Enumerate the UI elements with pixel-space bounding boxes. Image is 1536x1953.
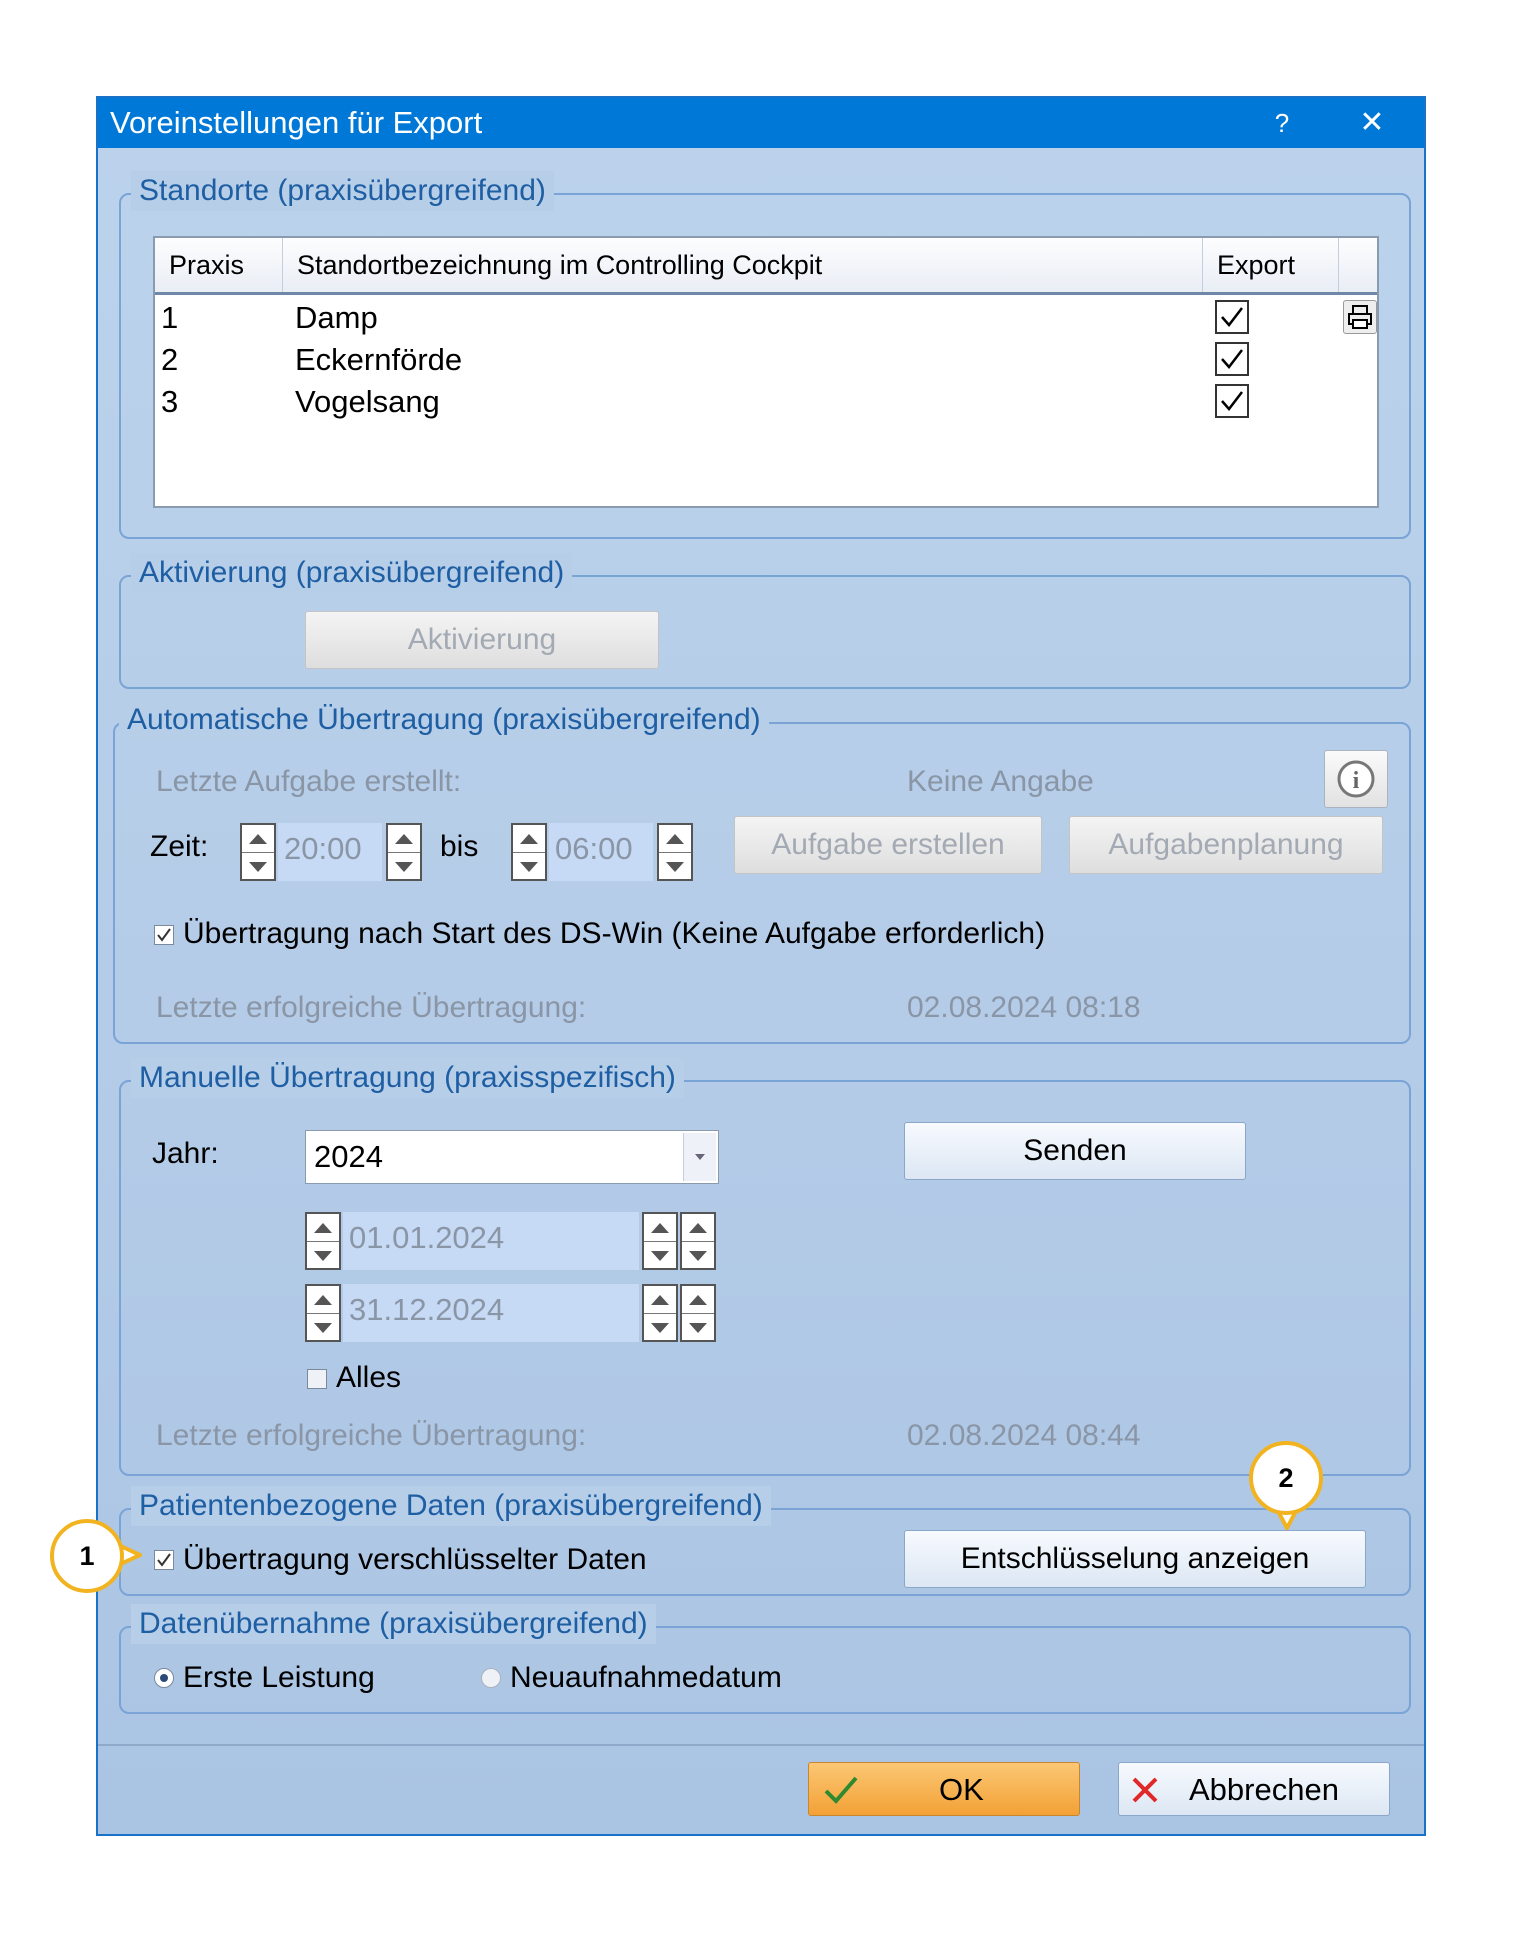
date-to-spinner-left[interactable] bbox=[305, 1284, 341, 1342]
cancel-label: Abbrechen bbox=[1189, 1772, 1339, 1807]
spin-up-icon[interactable] bbox=[644, 1214, 676, 1242]
bis-label: bis bbox=[440, 830, 479, 863]
close-icon bbox=[1129, 1775, 1161, 1805]
spin-down-icon[interactable] bbox=[242, 853, 274, 880]
date-to-spinner-right-a[interactable] bbox=[642, 1284, 678, 1342]
spin-up-icon[interactable] bbox=[307, 1286, 339, 1314]
date-from-spinner-right-a[interactable] bbox=[642, 1212, 678, 1270]
standorte-table bbox=[153, 236, 1379, 508]
callout-2: 2 bbox=[1249, 1441, 1323, 1515]
date-from-field[interactable]: 01.01.2024 bbox=[343, 1212, 639, 1270]
window-title: Voreinstellungen für Export bbox=[110, 105, 483, 140]
from-time-spinner[interactable] bbox=[240, 823, 276, 881]
manual-last-success-label: Letzte erfolgreiche Übertragung: bbox=[156, 1419, 587, 1452]
row-name: Vogelsang bbox=[295, 384, 440, 419]
manual-last-success-value: 02.08.2024 08:44 bbox=[907, 1419, 1141, 1452]
row-name: Eckernförde bbox=[295, 342, 463, 377]
info-button[interactable] bbox=[1324, 750, 1388, 808]
ok-label: OK bbox=[939, 1772, 984, 1807]
from-time-field[interactable]: 20:00 bbox=[278, 823, 382, 881]
auto-last-success-value: 02.08.2024 08:18 bbox=[907, 991, 1141, 1024]
radio-erste-leistung-label: Erste Leistung bbox=[183, 1661, 375, 1694]
alles-checkbox[interactable] bbox=[307, 1369, 327, 1389]
cancel-button[interactable] bbox=[1118, 1762, 1390, 1816]
to-time-spinner-right[interactable] bbox=[657, 823, 693, 881]
export-checkbox-eckernfoerde[interactable] bbox=[1215, 342, 1249, 376]
create-task-button[interactable]: Aufgabe erstellen bbox=[734, 816, 1042, 874]
spin-up-icon[interactable] bbox=[644, 1286, 676, 1314]
chevron-down-icon[interactable] bbox=[683, 1133, 716, 1181]
row-name: Damp bbox=[295, 300, 378, 335]
date-to-spinner-right-b[interactable] bbox=[680, 1284, 716, 1342]
export-checkbox-vogelsang[interactable] bbox=[1215, 384, 1249, 418]
date-from-spinner-left[interactable] bbox=[305, 1212, 341, 1270]
radio-erste-leistung[interactable] bbox=[154, 1668, 174, 1688]
spin-up-icon[interactable] bbox=[659, 825, 691, 853]
checkmark-icon bbox=[1217, 386, 1247, 416]
info-icon bbox=[1325, 751, 1387, 807]
spin-down-icon[interactable] bbox=[513, 853, 545, 880]
spin-down-icon[interactable] bbox=[682, 1314, 714, 1341]
checkmark-icon bbox=[823, 1773, 859, 1807]
send-button[interactable]: Senden bbox=[904, 1122, 1246, 1180]
checkmark-icon bbox=[155, 926, 173, 944]
date-to-field[interactable]: 31.12.2024 bbox=[343, 1284, 639, 1342]
spin-up-icon[interactable] bbox=[307, 1214, 339, 1242]
table-header bbox=[155, 238, 1377, 295]
print-icon[interactable] bbox=[1343, 300, 1377, 334]
data-import-legend: Datenübernahme (praxisübergreifend) bbox=[131, 1604, 656, 1644]
callout-1: 1 bbox=[50, 1519, 124, 1593]
from-time-spinner-right[interactable] bbox=[386, 823, 422, 881]
export-checkbox-damp[interactable] bbox=[1215, 300, 1249, 334]
row-praxis: 2 bbox=[161, 342, 179, 377]
last-task-value: Keine Angabe bbox=[907, 765, 1094, 798]
column-export[interactable]: Export bbox=[1203, 238, 1339, 292]
spin-up-icon[interactable] bbox=[388, 825, 420, 853]
date-from-spinner-right-b[interactable] bbox=[680, 1212, 716, 1270]
zeit-label: Zeit: bbox=[150, 830, 209, 863]
spin-down-icon[interactable] bbox=[682, 1242, 714, 1269]
spin-up-icon[interactable] bbox=[242, 825, 274, 853]
to-time-field[interactable]: 06:00 bbox=[549, 823, 653, 881]
spin-down-icon[interactable] bbox=[388, 853, 420, 880]
jahr-select[interactable] bbox=[305, 1130, 719, 1184]
alles-label: Alles bbox=[336, 1361, 402, 1394]
aktivierung-button[interactable]: Aktivierung bbox=[305, 611, 659, 669]
patient-data-legend: Patientenbezogene Daten (praxisübergreifend) bbox=[131, 1486, 771, 1526]
close-button[interactable]: ✕ bbox=[1359, 106, 1385, 139]
row-praxis: 3 bbox=[161, 384, 179, 419]
spin-down-icon[interactable] bbox=[644, 1242, 676, 1269]
title-bar bbox=[98, 98, 1424, 148]
spin-down-icon[interactable] bbox=[307, 1314, 339, 1341]
checkmark-icon bbox=[1217, 302, 1247, 332]
checkmark-icon bbox=[1217, 344, 1247, 374]
spin-up-icon[interactable] bbox=[513, 825, 545, 853]
jahr-label: Jahr: bbox=[152, 1137, 219, 1170]
spin-up-icon[interactable] bbox=[682, 1286, 714, 1314]
footer-divider bbox=[98, 1744, 1424, 1746]
show-decryption-button[interactable]: Entschlüsselung anzeigen bbox=[904, 1530, 1366, 1588]
column-praxis[interactable]: Praxis bbox=[155, 238, 283, 292]
checkmark-icon bbox=[155, 1551, 173, 1569]
help-button[interactable]: ? bbox=[1274, 108, 1290, 138]
task-planning-button[interactable]: Aufgabenplanung bbox=[1069, 816, 1383, 874]
standorte-legend: Standorte (praxisübergreifend) bbox=[131, 171, 554, 211]
spin-down-icon[interactable] bbox=[659, 853, 691, 880]
to-time-spinner[interactable] bbox=[511, 823, 547, 881]
start-transfer-checkbox[interactable] bbox=[154, 925, 174, 945]
last-task-label: Letzte Aufgabe erstellt: bbox=[156, 765, 462, 798]
radio-neuaufnahmedatum[interactable] bbox=[481, 1668, 501, 1688]
spin-up-icon[interactable] bbox=[682, 1214, 714, 1242]
encrypted-transfer-checkbox[interactable] bbox=[154, 1550, 174, 1570]
auto-last-success-label: Letzte erfolgreiche Übertragung: bbox=[156, 991, 587, 1024]
start-transfer-label: Übertragung nach Start des DS-Win (Keine Aufgabe erforderlich) bbox=[183, 917, 1046, 950]
aktivierung-legend: Aktivierung (praxisübergreifend) bbox=[131, 553, 572, 593]
manual-transfer-legend: Manuelle Übertragung (praxisspezifisch) bbox=[131, 1058, 684, 1098]
jahr-value: 2024 bbox=[314, 1139, 383, 1174]
svg-text:i: i bbox=[1352, 768, 1360, 794]
automatic-transfer-legend: Automatische Übertragung (praxisübergreifend) bbox=[119, 700, 769, 740]
encrypted-transfer-label: Übertragung verschlüsselter Daten bbox=[183, 1543, 647, 1576]
row-praxis: 1 bbox=[161, 300, 179, 335]
column-standortbezeichnung[interactable]: Standortbezeichnung im Controlling Cockpit bbox=[283, 238, 1203, 292]
radio-neuaufnahmedatum-label: Neuaufnahmedatum bbox=[510, 1661, 782, 1694]
ok-button[interactable] bbox=[808, 1762, 1080, 1816]
spin-down-icon[interactable] bbox=[644, 1314, 676, 1341]
spin-down-icon[interactable] bbox=[307, 1242, 339, 1269]
